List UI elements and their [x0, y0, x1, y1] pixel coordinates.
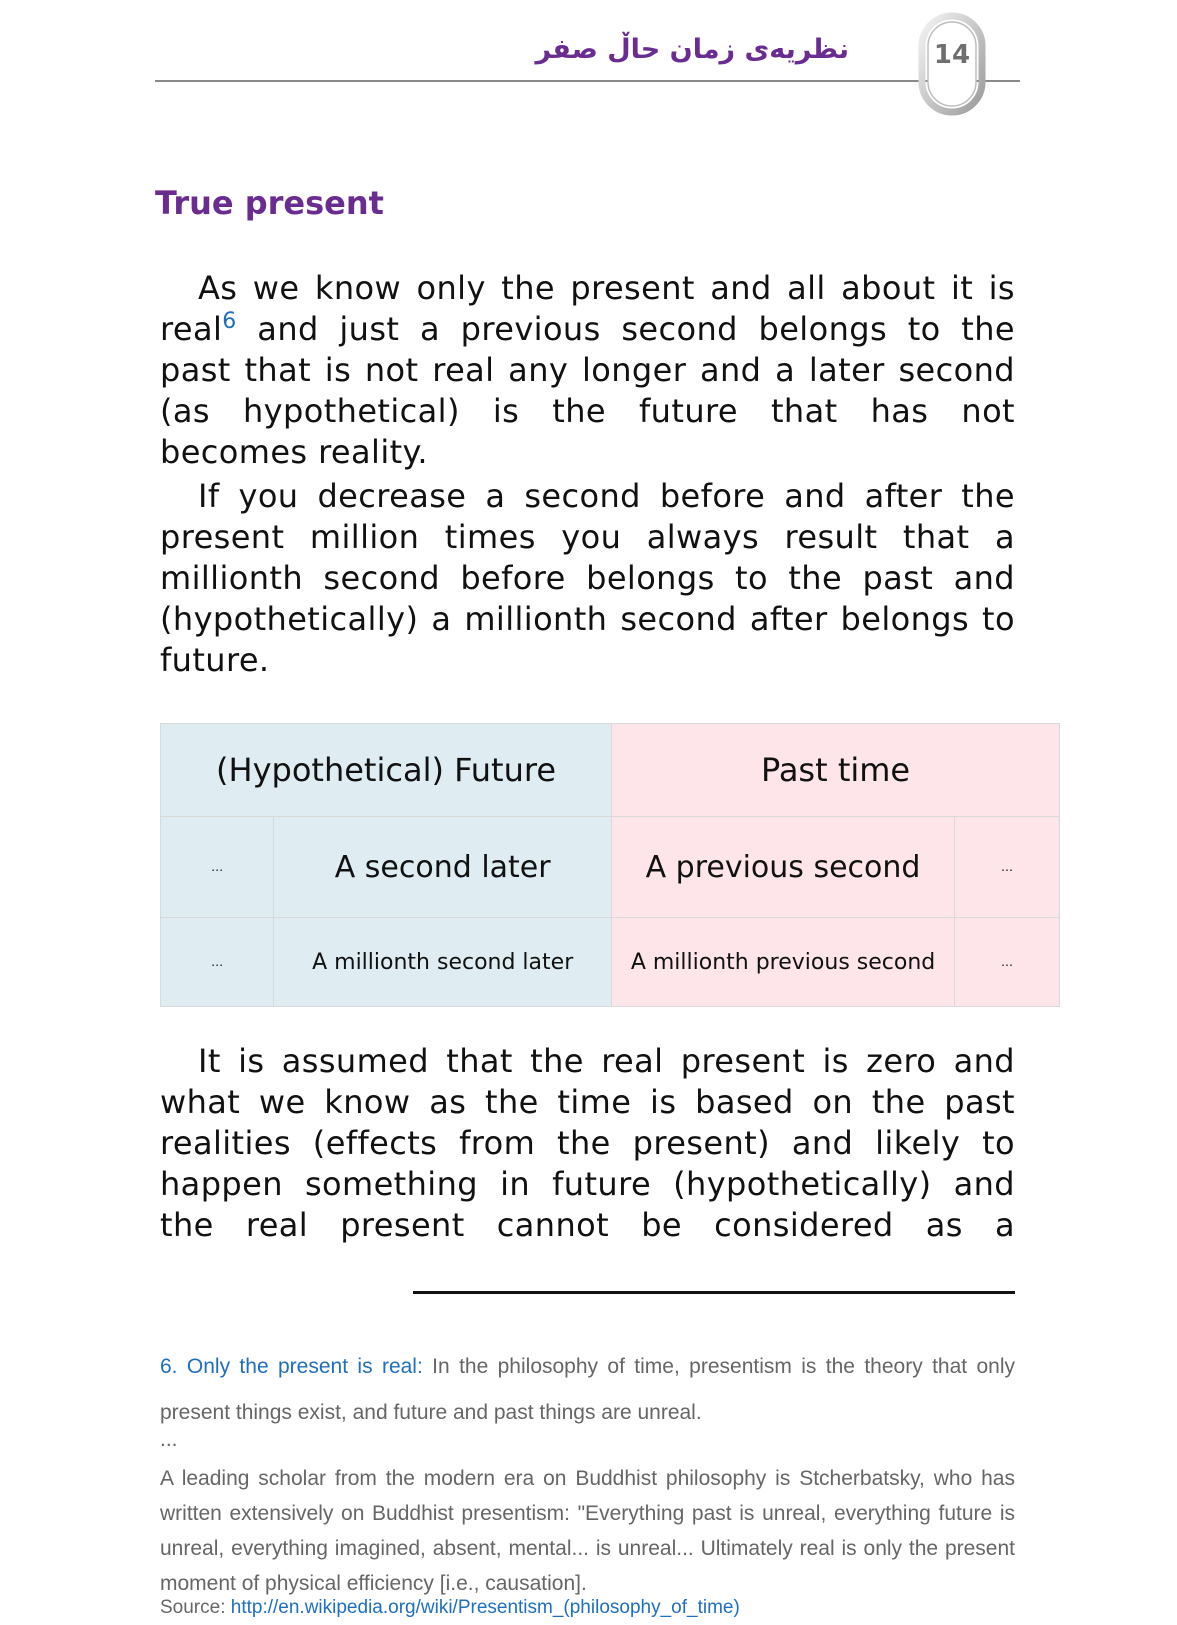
page-number: 14	[933, 40, 971, 70]
ellipsis-cell: …	[955, 817, 1060, 918]
table-row	[161, 918, 1060, 1007]
footnote-title: 6. Only the present is real:	[160, 1355, 423, 1378]
footnote-quote: A leading scholar from the modern era on Buddhist philosophy is Stcherbatsky, who has written extensively on Buddhist presentism: "Everything past is unreal, everything future is unreal, everything imagined, absent, mental... is unreal... Ultimately real is only the present moment of physical efficiency [i.e., causation].	[160, 1467, 1015, 1595]
footnote-ellipsis: ...	[160, 1428, 178, 1451]
future-header-cell: (Hypothetical) Future	[161, 724, 612, 817]
second-later-cell: A second later	[274, 817, 612, 918]
footnote-separator	[413, 1291, 1015, 1294]
past-header-cell: Past time	[612, 724, 1060, 817]
paragraph-3: It is assumed that the real present is zero and what we know as the time is based on the past realities (effects from the present) and likely to happen something in future (hypothetically) and the real present cannot be considered as a	[160, 1042, 1015, 1244]
table-row	[161, 817, 1060, 918]
previous-second-cell: A previous second	[612, 817, 955, 918]
footnote-text: In the philosophy of time, presentism is the theory that only present things exist, and future and past things are unreal.	[160, 1355, 1016, 1424]
footnote-source	[160, 1596, 1015, 1620]
paragraph-1-text-continued: and just a previous second belongs to the past that is not real any longer and a later second (as hypothetical) is the future that has not becomes reality.	[160, 310, 1015, 471]
millionth-previous-cell: A millionth previous second	[612, 918, 955, 1007]
source-link[interactable]: http://en.wikipedia.org/wiki/Presentism_(philosophy_of_time)	[230, 1597, 740, 1618]
paragraph-2: If you decrease a second before and after the present million times you always result that a millionth second before belongs to the past and (hypothetically) a millionth second after belongs to future.	[160, 477, 1015, 679]
millionth-later-cell: A millionth second later	[274, 918, 612, 1007]
time-comparison-table	[160, 723, 1060, 1007]
header-divider	[155, 80, 1020, 82]
ellipsis-cell: …	[161, 918, 274, 1007]
ellipsis-cell: …	[955, 918, 1060, 1007]
table-header-row	[161, 724, 1060, 817]
section-heading: True present	[155, 184, 384, 222]
header-title: نظریەی زمان حاڵ صفر	[535, 34, 849, 65]
footnote-reference-link[interactable]: 6	[222, 309, 237, 334]
paragraph-1-text: As we know only the present and all about it is real	[160, 269, 1015, 348]
source-label: Source:	[160, 1597, 231, 1618]
footnote-6	[160, 1344, 1015, 1436]
paragraph-1	[160, 268, 1015, 473]
ellipsis-cell: …	[161, 817, 274, 918]
